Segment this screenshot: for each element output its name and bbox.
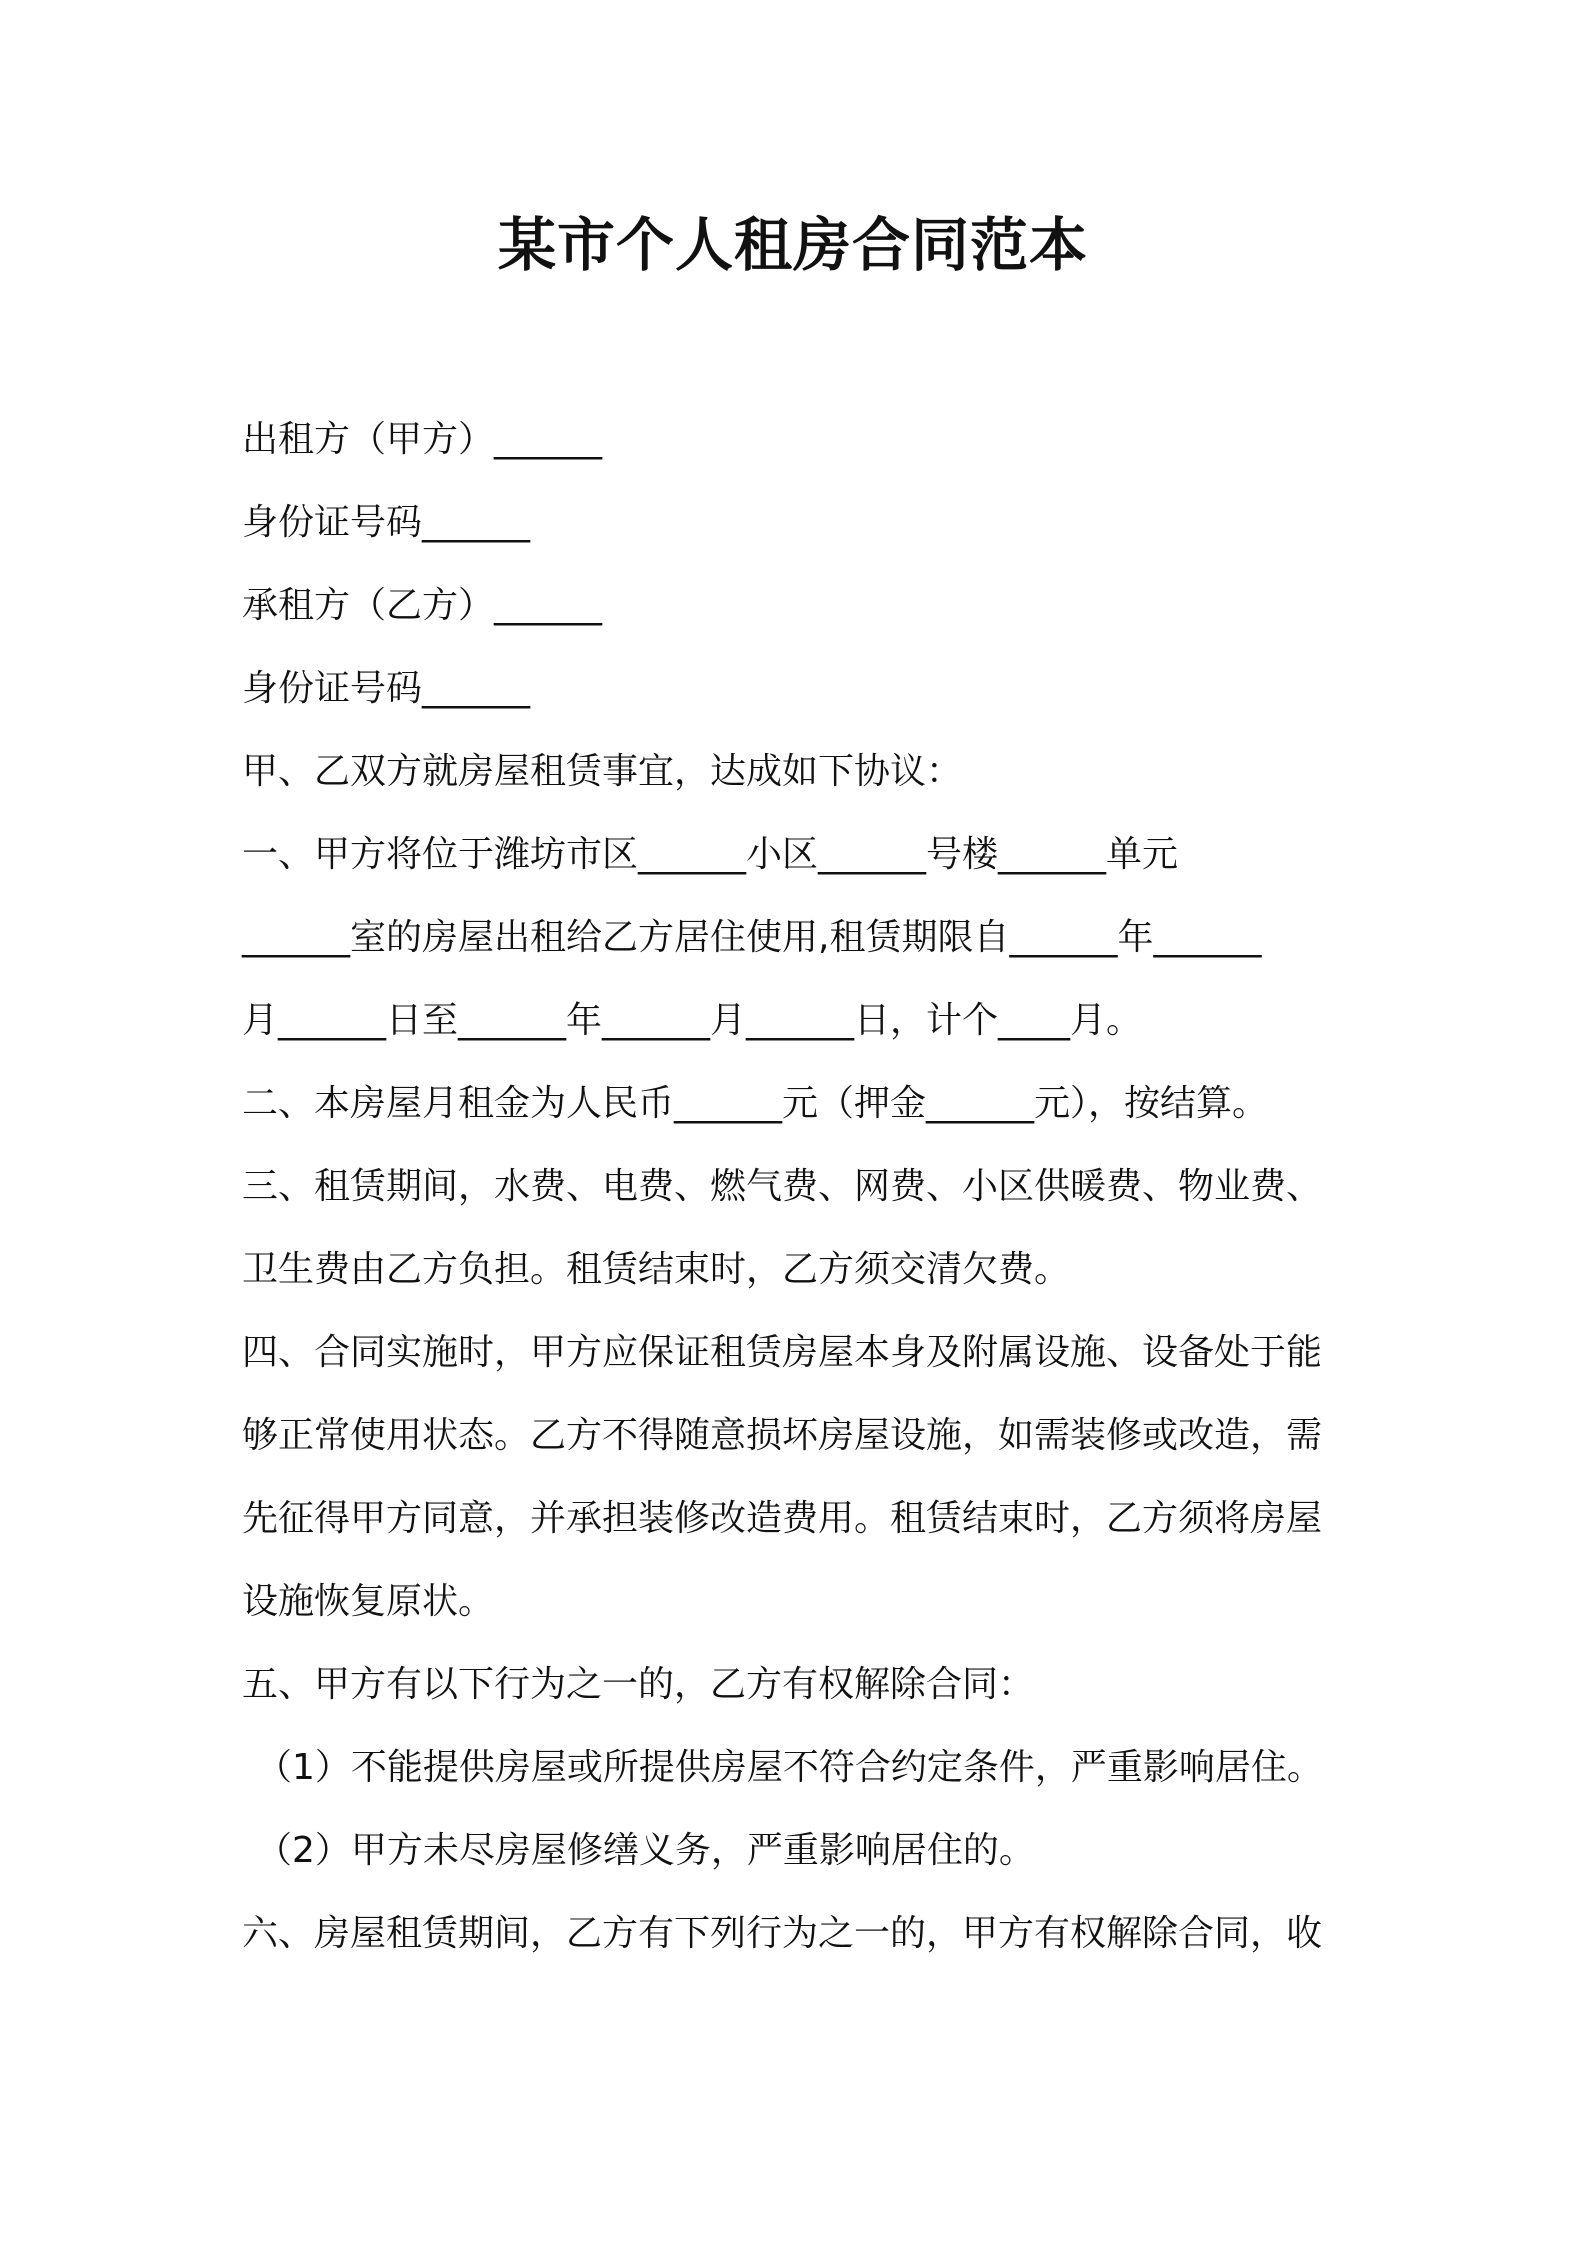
document-body [242,398,1362,1975]
clause-4-line-2: 够正常使用状态。乙方不得随意损坏房屋设施，如需装修或改造，需 [242,1415,1323,1456]
clause-6-line-1: 六、房屋租赁期间，乙方有下列行为之一的，甲方有权解除合同，收 [242,1913,1323,1954]
agreement-intro: 甲、乙双方就房屋租赁事宜，达成如下协议： [242,751,963,792]
clause-4-line-4: 设施恢复原状。 [242,1581,495,1622]
lessee-line: 承租方（乙方）______ [242,585,603,626]
clause-5-line-1: 五、甲方有以下行为之一的，乙方有权解除合同： [242,1664,1035,1705]
clause-1-line-1: 一、甲方将位于潍坊市区______小区______号楼______单元 [242,834,1179,875]
clause-1-line-3: 月______日至______年______月______日，计个____月。 [242,1000,1143,1041]
lessor-line: 出租方（甲方）______ [242,419,603,460]
clause-3-line-2: 卫生费由乙方负担。租赁结束时，乙方须交清欠费。 [242,1249,1071,1290]
clause-5-item-1: （1）不能提供房屋或所提供房屋不符合约定条件，严重影响居住。 [256,1747,1323,1788]
clause-4-line-1: 四、合同实施时，甲方应保证租赁房屋本身及附属设施、设备处于能 [242,1332,1323,1373]
document-title: 某市个人租房合同范本 [497,211,1088,279]
clause-5-item-2: （2）甲方未尽房屋修缮义务，严重影响居住的。 [256,1830,1035,1871]
clause-1-line-2: ______室的房屋出租给乙方居住使用,租赁期限自______年______ [242,917,1262,958]
clause-4-line-3: 先征得甲方同意，并承担装修改造费用。租赁结束时，乙方须将房屋 [242,1498,1323,1539]
clause-2-line-1: 二、本房屋月租金为人民币______元（押金______元），按结算。 [242,1083,1269,1124]
clause-3-line-1: 三、租赁期间，水费、电费、燃气费、网费、小区供暖费、物业费、 [242,1166,1323,1207]
lessee-id-line: 身份证号码______ [242,668,531,709]
lessor-id-line: 身份证号码______ [242,502,531,543]
